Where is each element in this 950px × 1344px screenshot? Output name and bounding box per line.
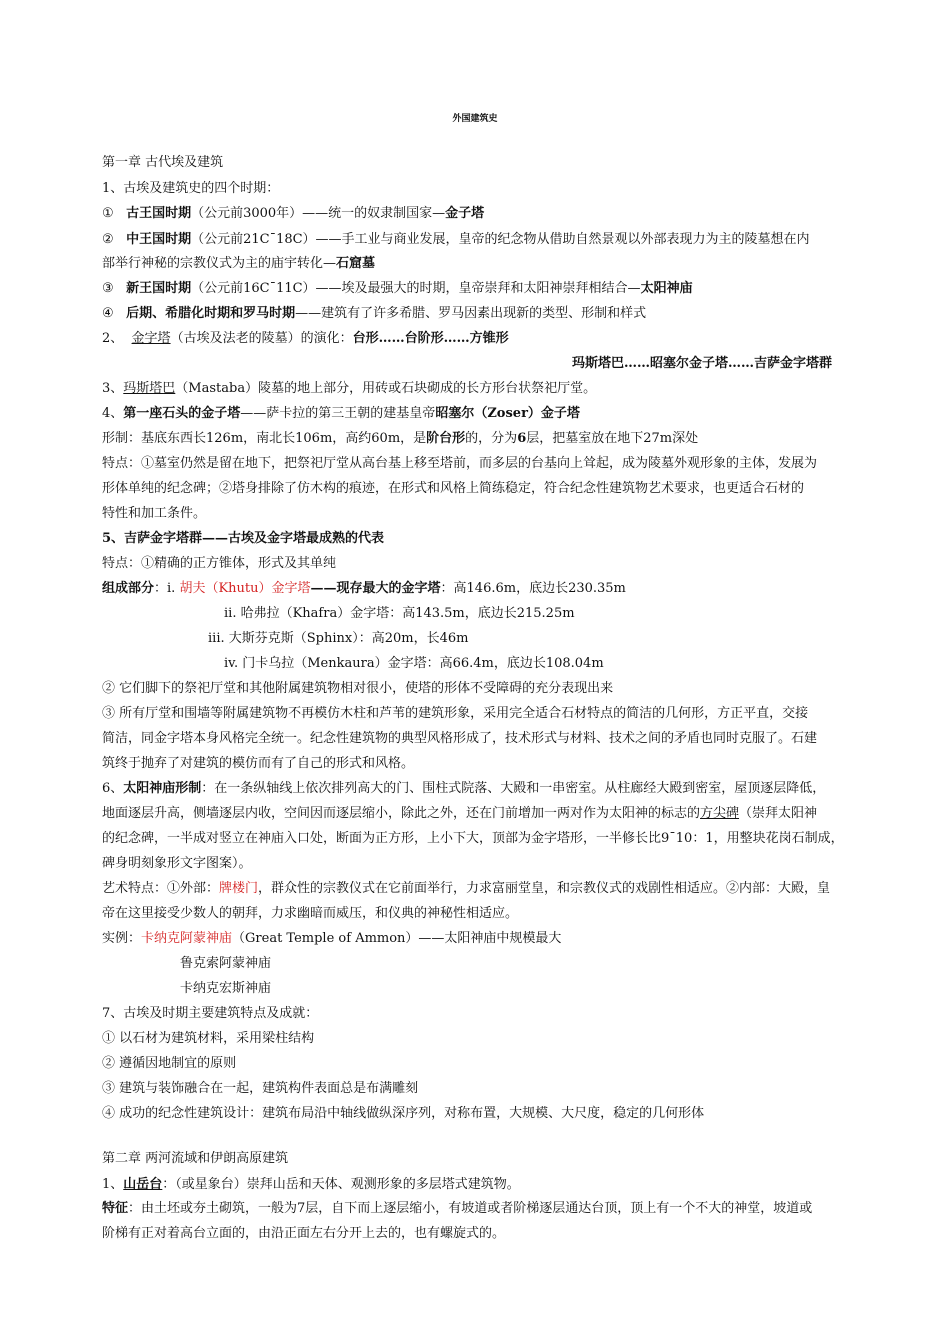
karnak-desc: （Great Temple of Ammon）——太阳神庙中规模最大	[232, 931, 562, 946]
period-emphasis: 金子塔	[445, 206, 485, 221]
art-features-line-2: 帝在这里接受少数人的朝拜，力求幽暗而威压，和仪典的神秘性相适应。	[102, 906, 519, 921]
pyramid-evolution: 台形……台阶形……方锥形	[352, 331, 509, 346]
largest-pyramid: ——现存最大的金字塔	[310, 581, 441, 596]
period-text: （公元前3000年）——统一的奴隶制国家—	[191, 206, 446, 221]
sun-temple-line-4: 碑身明刻象形文字图案）。	[102, 856, 252, 871]
karnak-temple: 卡纳克阿蒙神庙	[141, 931, 233, 946]
giza-component-iv: iv. 门卡乌拉（Menkaura）金字塔：高66.4m，底边长108.04m	[224, 656, 604, 671]
giza-heading: 5、吉萨金字塔群——古埃及金字塔最成熟的代表	[102, 531, 385, 546]
pylon-term: 牌楼门	[219, 881, 259, 896]
ziggurat-term: 山岳台	[123, 1177, 163, 1192]
first-stone-pyramid-line	[102, 405, 580, 423]
shape-emphasis: 阶台形	[426, 431, 466, 446]
item-number: 2、	[102, 331, 124, 346]
page-title: 外国建筑史	[452, 114, 498, 124]
period-emphasis: 太阳神庙	[640, 281, 693, 296]
sun-temple-desc: ：在一条纵轴线上依次排列高大的门、围柱式院落、大殿和一串密室。从柱廊经大殿到密室，屋顶逐层降低，	[201, 781, 826, 796]
giza-feature-1: 特点：①精确的正方锥体，形式及其单纯	[102, 556, 337, 571]
period-text: ——建筑有了许多希腊、罗马因素出现新的类型、形制和样式	[295, 306, 647, 321]
period-text: 部举行神秘的宗教仪式为主的庙宇转化—	[102, 256, 337, 271]
mastaba-desc: （Mastaba）陵墓的地上部分，用砖或石块砌成的长方形台状祭祀厅堂。	[175, 381, 597, 396]
period-text: （公元前21C¯18C）——手工业与商业发展，皇帝的纪念物从借助自然景观以外部表现力为主的陵墓想在内	[191, 232, 810, 247]
pyramid-evolution-examples: 玛斯塔巴……昭塞尔金子塔……吉萨金字塔群	[571, 356, 832, 371]
list-number: ①	[102, 206, 114, 221]
sun-temple-desc: （崇拜太阳神	[739, 806, 818, 821]
features-label: 特征	[102, 1201, 129, 1216]
item-number: 6、	[102, 781, 124, 796]
list-number: ④	[102, 306, 114, 321]
giza-feature-3b: 简洁，同金字塔本身风格完全统一。纪念性建筑物的典型风格形成了，技术形式与材料、技术之间的矛盾也同时克服了。石建	[102, 731, 818, 746]
feature-item-3: ③ 建筑与装饰融合在一起，建筑构件表面总是布满雕刻	[102, 1081, 419, 1096]
zoser-features-2: 形体单纯的纪念碑；②塔身排除了仿木构的痕迹，在形式和风格上简练稳定，符合纪念性建筑物艺术要求，也更适合石材的	[102, 481, 805, 496]
features-text: ：由土坯或夯土砌筑，一般为7层，自下而上逐层缩小，有坡道或者阶梯逐层通达台顶，顶上有一个不大的神堂，坡道或	[128, 1201, 813, 1216]
giza-component-i	[102, 580, 626, 598]
period-text: （公元前16C¯11C）——埃及最强大的时期，皇帝崇拜和太阳神崇拜相结合—	[191, 281, 641, 296]
sun-temple-line-2	[102, 805, 817, 823]
giza-component-iii: iii. 大斯芬克斯（Sphinx）：高20m，长46m	[208, 631, 469, 646]
feature-item-4: ④ 成功的纪念性建筑设计：建筑布局沿中轴线做纵深序列，对称布置，大规模、大尺度，稳定的几何形体	[102, 1106, 705, 1121]
list-number: ③	[102, 281, 114, 296]
period-name: 中王国时期	[126, 232, 192, 247]
shape-text: 形制：基底东西长126m，南北长106m，高约60m，是	[102, 431, 427, 446]
period-2-line-cont	[102, 255, 375, 273]
zoser-features-3: 特性和加工条件。	[102, 506, 207, 521]
ziggurat-line	[102, 1176, 520, 1194]
period-emphasis: 石窟墓	[336, 256, 376, 271]
components-label: 组成部分	[102, 581, 155, 596]
shape-text: 的，分为	[465, 431, 518, 446]
sun-temple-desc: 地面逐层升高，侧墙逐层内收，空间因而逐层缩小，除此之外，还在门前增加一两对作为太阳神的标志的	[102, 806, 701, 821]
item-number: 4、	[102, 406, 124, 421]
examples-line-3: 卡纳克宏斯神庙	[180, 981, 272, 996]
period-name: 新王国时期	[126, 281, 192, 296]
sun-temple-line-3: 的纪念碑，一半成对竖立在神庙入口处，断面为正方形，上小下大，顶部为金字塔形，一半修长比9¯10：1，用整块花岗石制成，	[102, 831, 844, 846]
feature-item-1: ① 以石材为建筑材料，采用梁柱结构	[102, 1031, 315, 1046]
obelisk-term: 方尖碑	[700, 806, 740, 821]
art-text: ，群众性的宗教仪式在它前面举行，力求富丽堂皇，和宗教仪式的戏剧性相适应。②内部：大殿，皇	[258, 881, 831, 896]
mastaba-term: 玛斯塔巴	[123, 381, 176, 396]
shape-layers: 6	[517, 431, 527, 446]
examples-label: 实例：	[102, 931, 142, 946]
sun-temple-line-1	[102, 780, 825, 798]
ziggurat-features-2: 阶梯有正对着高台立面的，由沿正面左右分开上去的，也有螺旋式的。	[102, 1226, 506, 1241]
ziggurat-desc: ：（或星象台）崇拜山岳和天体、观测形象的多层塔式建筑物。	[162, 1177, 520, 1192]
giza-component-ii: ii. 哈弗拉（Khafra）金字塔：高143.5m，底边长215.25m	[224, 606, 575, 621]
period-4-line	[102, 305, 646, 323]
period-3-line	[102, 280, 693, 298]
ziggurat-features-1	[102, 1200, 812, 1218]
pyramid-evolution-line	[102, 330, 509, 348]
period-name: 后期、希腊化时期和罗马时期	[126, 306, 296, 321]
item-number: 3、	[102, 381, 124, 396]
mastaba-line	[102, 380, 596, 398]
art-features-line-1	[102, 880, 830, 898]
section-7-heading: 7、古埃及时期主要建筑特点及成就：	[102, 1006, 319, 1021]
khufu-pyramid: 胡夫（Khutu）金字塔	[179, 581, 311, 596]
zoser-shape-line	[102, 430, 698, 448]
zoser-pyramid: 昭塞尔（Zoser）金子塔	[435, 406, 580, 421]
giza-feature-3c: 筑终于抛弃了对建筑的模仿而有了自己的形式和风格。	[102, 756, 415, 771]
chapter-2-heading: 第二章 两河流域和伊朗高原建筑	[102, 1151, 289, 1166]
roman-numeral: ：i.	[154, 581, 180, 596]
pyramid-term: 金字塔	[131, 331, 171, 346]
feature-item-2: ② 遵循因地制宜的原则	[102, 1056, 237, 1071]
pyramid-desc: （古埃及法老的陵墓）的演化：	[170, 331, 353, 346]
shape-text: 层，把墓室放在地下27m深处	[526, 431, 699, 446]
zoser-features-1: 特点：①墓室仍然是留在地下，把祭祀厅堂从高台基上移至塔前，而多层的台基向上耸起，成为陵墓外观形象的主体，发展为	[102, 456, 818, 471]
period-1-line	[102, 205, 484, 223]
art-text: 艺术特点：①外部：	[102, 881, 220, 896]
item-number: 1、	[102, 1177, 124, 1192]
giza-feature-3a: ③ 所有厅堂和围墙等附属建筑物不再模仿木柱和芦苇的建筑形象，采用完全适合石材特点的简洁的几何形，方正平直，交接	[102, 706, 809, 721]
examples-line-2: 鲁克索阿蒙神庙	[180, 956, 272, 971]
chapter-1-heading: 第一章 古代埃及建筑	[102, 155, 224, 170]
section-1-heading: 1、古埃及建筑史的四个时期：	[102, 181, 280, 196]
period-name: 古王国时期	[126, 206, 192, 221]
examples-line-1	[102, 930, 561, 948]
giza-feature-2: ② 它们脚下的祭祀厅堂和其他附属建筑物相对很小，使塔的形体不受障碍的充分表现出来	[102, 681, 614, 696]
period-2-line	[102, 231, 810, 249]
first-stone-desc: ——萨卡拉的第三王朝的建基皇帝	[240, 406, 436, 421]
khufu-dimensions: ：高146.6m，底边长230.35m	[440, 581, 626, 596]
list-number: ②	[102, 232, 114, 247]
first-stone-pyramid: 第一座石头的金子塔	[123, 406, 241, 421]
sun-temple-term: 太阳神庙形制	[123, 781, 202, 796]
